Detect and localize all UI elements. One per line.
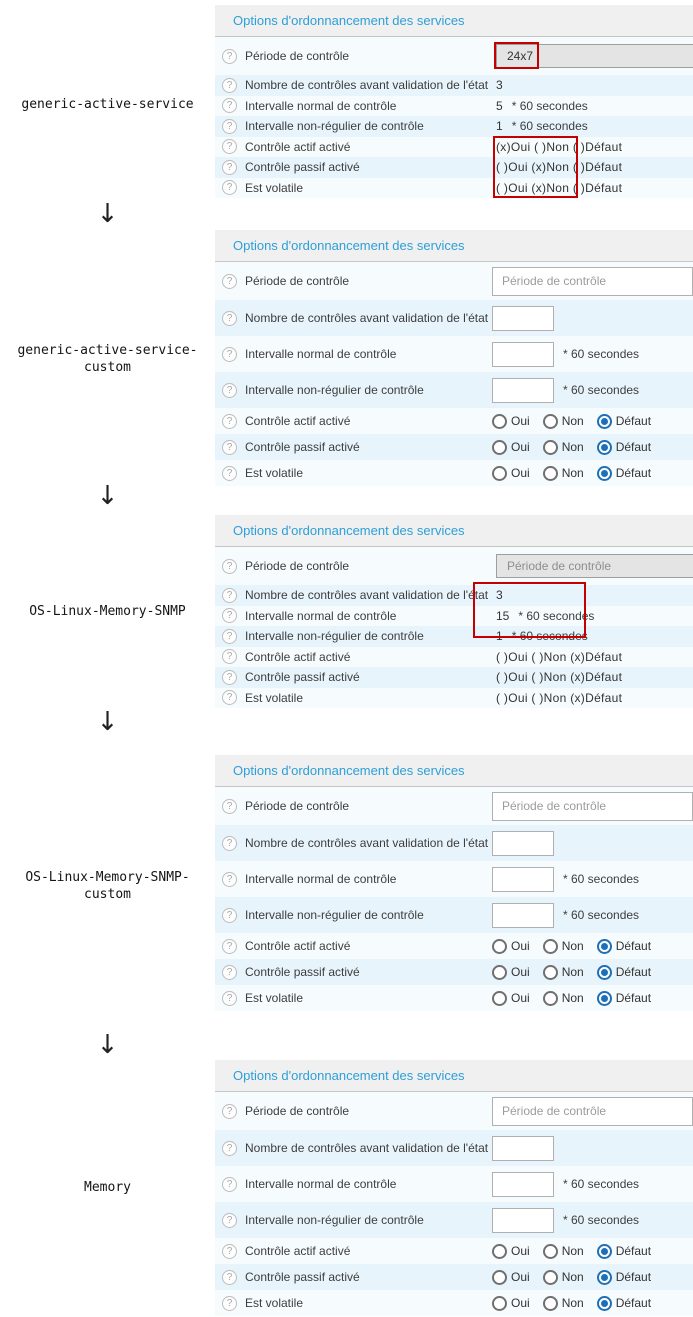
down-arrow-icon: ↓ [96,1030,119,1060]
passive-checks-enabled-radio-text: ( )Oui ( )Non (x)Défaut [496,670,623,685]
template-name-line: OS-Linux-Memory-SNMP- [25,870,190,885]
max-check-attempts-input[interactable] [492,1136,554,1161]
max-check-attempts-input[interactable] [492,306,554,331]
active-checks-enabled-label: Contrôle actif activé [245,1244,351,1258]
active-checks-enabled-value-area [492,1244,693,1259]
row-max-check-attempts [215,300,693,336]
help-icon[interactable]: ? [222,440,237,455]
active-checks-enabled-label: Contrôle actif activé [245,139,351,154]
normal-check-interval-unit-label: * 60 secondes [563,1177,640,1191]
is-volatile-option-non[interactable] [543,991,584,1006]
retry-check-interval-value-area [492,378,693,403]
active-checks-enabled-radio-label: Oui [511,414,530,428]
is-volatile-label: Est volatile [245,690,304,705]
active-checks-enabled-radio-défaut[interactable] [597,939,612,954]
normal-check-interval-input[interactable] [492,1172,554,1197]
template-name-label [0,96,215,113]
active-checks-enabled-radio-text: ( )Oui ( )Non (x)Défaut [496,649,623,664]
active-checks-enabled-option-défaut[interactable] [597,1244,651,1259]
row-retry-check-interval [215,116,693,137]
panel-title: Options d'ordonnancement des services [215,230,693,262]
passive-checks-enabled-value-area [492,670,693,684]
is-volatile-radio-défaut[interactable] [597,1296,612,1311]
check-period-field-text: 24x7 [507,49,534,63]
active-checks-enabled-option-oui[interactable] [492,939,530,954]
is-volatile-value-area [492,181,693,195]
is-volatile-radio-oui[interactable] [492,466,507,481]
row-active-checks-enabled [215,137,693,158]
active-checks-enabled-radio-label: Oui [511,1244,530,1258]
help-icon[interactable]: ? [222,98,237,113]
help-icon[interactable]: ? [222,139,237,154]
max-check-attempts-value-area [492,588,693,602]
scheduling-panel-OS-Linux-Memory-SNMP [215,515,693,708]
help-icon[interactable]: ? [222,49,237,64]
normal-check-interval-label: Intervalle normal de contrôle [245,608,397,623]
row-normal-check-interval [215,96,693,117]
is-volatile-radio-label: Non [561,991,584,1005]
is-volatile-label: Est volatile [245,1296,304,1310]
passive-checks-enabled-radio-oui[interactable] [492,1270,507,1285]
passive-checks-enabled-radio-défaut[interactable] [597,440,612,455]
active-checks-enabled-option-non[interactable] [543,414,584,429]
is-volatile-radio-défaut[interactable] [597,466,612,481]
is-volatile-radio-label: Oui [511,991,530,1005]
panel-title: Options d'ordonnancement des services [215,755,693,787]
is-volatile-radio-label: Non [561,466,584,480]
is-volatile-radio-non[interactable] [543,991,558,1006]
retry-check-interval-value: 1 [496,119,503,134]
retry-check-interval-unit-label: * 60 secondes [563,908,640,922]
row-max-check-attempts [215,825,693,861]
normal-check-interval-value-area [492,99,693,113]
template-name-line: generic-active-service- [17,343,198,358]
is-volatile-radio-oui[interactable] [492,1296,507,1311]
row-is-volatile [215,460,693,486]
passive-checks-enabled-radio-label: Défaut [615,440,652,454]
retry-check-interval-unit-label: * 60 secondes [563,383,640,397]
is-volatile-option-oui[interactable] [492,1296,530,1311]
is-volatile-value-area [492,991,693,1006]
check-period-field-disabled [496,44,693,68]
passive-checks-enabled-radio-label: Oui [511,1270,530,1284]
help-icon[interactable]: ? [222,311,237,326]
normal-check-interval-unit-label: * 60 secondes [518,608,595,623]
check-period-value-area [492,267,693,296]
active-checks-enabled-radio-label: Non [561,1244,584,1258]
check-period-value-area [492,44,693,68]
normal-check-interval-value-area [492,867,693,892]
active-checks-enabled-radio-non[interactable] [543,1244,558,1259]
help-icon[interactable]: ? [222,649,237,664]
passive-checks-enabled-option-oui[interactable] [492,1270,530,1285]
active-checks-enabled-label: Contrôle actif activé [245,414,351,428]
check-period-input[interactable] [492,1097,693,1126]
retry-check-interval-label: Intervalle non-régulier de contrôle [245,629,424,644]
passive-checks-enabled-value-area [492,440,693,455]
active-checks-enabled-label: Contrôle actif activé [245,649,351,664]
row-check-period [215,787,693,825]
is-volatile-option-défaut[interactable] [597,1296,651,1311]
is-volatile-radio-label: Oui [511,466,530,480]
active-checks-enabled-label: Contrôle actif activé [245,939,351,953]
retry-check-interval-label: Intervalle non-régulier de contrôle [245,908,424,922]
help-icon[interactable]: ? [222,799,237,814]
max-check-attempts-value: 3 [496,78,503,93]
help-icon[interactable]: ? [222,939,237,954]
panel-title: Options d'ordonnancement des services [215,1060,693,1092]
retry-check-interval-unit-label: * 60 secondes [511,629,588,644]
row-normal-check-interval [215,1166,693,1202]
max-check-attempts-label: Nombre de contrôles avant validation de l'état [245,1141,489,1155]
check-period-input[interactable] [492,267,693,296]
active-checks-enabled-radio-oui[interactable] [492,414,507,429]
is-volatile-radio-label: Non [561,1296,584,1310]
retry-check-interval-value: 1 [496,629,503,644]
row-is-volatile [215,688,693,709]
help-icon[interactable]: ? [222,670,237,685]
retry-check-interval-value-area [492,119,693,133]
is-volatile-radio-label: Défaut [615,1296,652,1310]
retry-check-interval-input[interactable] [492,903,554,928]
down-arrow-icon: ↓ [96,707,119,737]
check-period-label: Période de contrôle [245,1104,350,1118]
check-period-value-area [492,1097,693,1126]
help-icon[interactable]: ? [222,836,237,851]
row-retry-check-interval [215,626,693,647]
help-icon[interactable]: ? [222,414,237,429]
row-is-volatile [215,178,693,199]
is-volatile-radio-label: Défaut [615,991,652,1005]
is-volatile-value-area [492,1296,693,1311]
help-icon[interactable]: ? [222,991,237,1006]
active-checks-enabled-radio-label: Non [561,414,584,428]
max-check-attempts-value-area [492,1136,693,1161]
passive-checks-enabled-option-défaut[interactable] [597,1270,651,1285]
help-icon[interactable]: ? [222,1244,237,1259]
is-volatile-radio-label: Oui [511,1296,530,1310]
retry-check-interval-label: Intervalle non-régulier de contrôle [245,119,424,134]
row-active-checks-enabled [215,408,693,434]
active-checks-enabled-value-area [492,414,693,429]
normal-check-interval-label: Intervalle normal de contrôle [245,1177,397,1191]
template-name-line: custom [84,887,131,902]
help-icon[interactable]: ? [222,180,237,195]
active-checks-enabled-radio-label: Défaut [615,414,652,428]
check-period-input[interactable] [492,792,693,821]
template-name-label [0,869,215,903]
passive-checks-enabled-radio-non[interactable] [543,440,558,455]
normal-check-interval-value: 15 [496,608,510,623]
max-check-attempts-label: Nombre de contrôles avant validation de l'état [245,311,489,325]
max-check-attempts-value-area [492,831,693,856]
active-checks-enabled-option-défaut[interactable] [597,939,651,954]
active-checks-enabled-radio-label: Défaut [615,1244,652,1258]
is-volatile-radio-text: ( )Oui (x)Non ( )Défaut [496,180,623,195]
help-icon[interactable]: ? [222,872,237,887]
active-checks-enabled-radio-non[interactable] [543,414,558,429]
help-icon[interactable]: ? [222,347,237,362]
row-active-checks-enabled [215,1238,693,1264]
retry-check-interval-label: Intervalle non-régulier de contrôle [245,1213,424,1227]
passive-checks-enabled-radio-label: Oui [511,440,530,454]
help-icon[interactable]: ? [222,1270,237,1285]
template-name-line: Memory [84,1180,131,1195]
normal-check-interval-label: Intervalle normal de contrôle [245,347,397,361]
row-normal-check-interval [215,861,693,897]
help-icon[interactable]: ? [222,383,237,398]
is-volatile-label: Est volatile [245,466,304,480]
help-icon[interactable]: ? [222,119,237,134]
normal-check-interval-unit-label: * 60 secondes [563,872,640,886]
down-arrow-icon: ↓ [96,199,119,229]
active-checks-enabled-radio-label: Oui [511,939,530,953]
normal-check-interval-label: Intervalle normal de contrôle [245,98,397,113]
is-volatile-value-area [492,466,693,481]
active-checks-enabled-radio-oui[interactable] [492,1244,507,1259]
help-icon[interactable]: ? [222,1296,237,1311]
row-check-period [215,547,693,585]
scheduling-panel-generic-active-service [215,5,693,198]
active-checks-enabled-value-area [492,650,693,664]
check-period-label: Période de contrôle [245,49,350,63]
passive-checks-enabled-radio-label: Défaut [615,965,652,979]
max-check-attempts-input[interactable] [492,831,554,856]
passive-checks-enabled-label: Contrôle passif activé [245,965,360,979]
active-checks-enabled-radio-text: (x)Oui ( )Non ( )Défaut [496,139,623,154]
normal-check-interval-value-area [492,609,693,623]
help-icon[interactable]: ? [222,965,237,980]
passive-checks-enabled-label: Contrôle passif activé [245,1270,360,1284]
row-retry-check-interval [215,897,693,933]
row-check-period [215,37,693,75]
passive-checks-enabled-option-défaut[interactable] [597,440,651,455]
help-icon[interactable]: ? [222,160,237,175]
row-max-check-attempts [215,585,693,606]
active-checks-enabled-radio-défaut[interactable] [597,1244,612,1259]
check-period-label: Période de contrôle [245,799,350,813]
active-checks-enabled-option-non[interactable] [543,939,584,954]
passive-checks-enabled-value-area [492,965,693,980]
passive-checks-enabled-radio-text: ( )Oui (x)Non ( )Défaut [496,160,623,175]
row-passive-checks-enabled [215,434,693,460]
template-name-line: generic-active-service [21,97,194,112]
is-volatile-radio-non[interactable] [543,1296,558,1311]
max-check-attempts-value-area [492,78,693,92]
active-checks-enabled-radio-label: Non [561,939,584,953]
normal-check-interval-value: 5 [496,98,503,113]
active-checks-enabled-radio-défaut[interactable] [597,414,612,429]
row-passive-checks-enabled [215,157,693,178]
normal-check-interval-value-area [492,342,693,367]
active-checks-enabled-value-area [492,140,693,154]
check-period-value-area [492,792,693,821]
passive-checks-enabled-radio-non[interactable] [543,965,558,980]
retry-check-interval-input[interactable] [492,1208,554,1233]
panel-title: Options d'ordonnancement des services [215,5,693,37]
help-icon[interactable]: ? [222,1177,237,1192]
retry-check-interval-input[interactable] [492,378,554,403]
row-normal-check-interval [215,606,693,627]
retry-check-interval-value-area [492,903,693,928]
retry-check-interval-value-area [492,629,693,643]
is-volatile-option-oui[interactable] [492,466,530,481]
help-icon[interactable]: ? [222,690,237,705]
help-icon[interactable]: ? [222,1141,237,1156]
passive-checks-enabled-option-oui[interactable] [492,440,530,455]
normal-check-interval-input[interactable] [492,342,554,367]
template-name-line: OS-Linux-Memory-SNMP [29,604,186,619]
passive-checks-enabled-radio-label: Défaut [615,1270,652,1284]
is-volatile-label: Est volatile [245,180,304,195]
scheduling-panel-OS-Linux-Memory-SNMP-custom [215,755,693,1011]
row-check-period [215,1092,693,1130]
help-icon[interactable]: ? [222,78,237,93]
active-checks-enabled-radio-oui[interactable] [492,939,507,954]
active-checks-enabled-value-area [492,939,693,954]
max-check-attempts-value: 3 [496,588,503,603]
passive-checks-enabled-option-oui[interactable] [492,965,530,980]
passive-checks-enabled-radio-oui[interactable] [492,965,507,980]
passive-checks-enabled-radio-label: Non [561,440,584,454]
help-icon[interactable]: ? [222,588,237,603]
help-icon[interactable]: ? [222,1104,237,1119]
row-normal-check-interval [215,336,693,372]
normal-check-interval-input[interactable] [492,867,554,892]
check-period-label: Période de contrôle [245,559,350,573]
passive-checks-enabled-option-non[interactable] [543,1270,584,1285]
active-checks-enabled-option-oui[interactable] [492,1244,530,1259]
max-check-attempts-label: Nombre de contrôles avant validation de l'état [245,836,489,850]
is-volatile-label: Est volatile [245,991,304,1005]
normal-check-interval-unit-label: * 60 secondes [511,98,588,113]
retry-check-interval-value-area [492,1208,693,1233]
row-max-check-attempts [215,1130,693,1166]
passive-checks-enabled-option-défaut[interactable] [597,965,651,980]
passive-checks-enabled-radio-label: Non [561,1270,584,1284]
passive-checks-enabled-radio-défaut[interactable] [597,1270,612,1285]
passive-checks-enabled-option-non[interactable] [543,965,584,980]
template-name-label [0,342,215,376]
retry-check-interval-label: Intervalle non-régulier de contrôle [245,383,424,397]
template-name-line: custom [84,360,131,375]
row-active-checks-enabled [215,933,693,959]
is-volatile-option-oui[interactable] [492,991,530,1006]
is-volatile-radio-text: ( )Oui ( )Non (x)Défaut [496,690,623,705]
passive-checks-enabled-value-area [492,160,693,174]
passive-checks-enabled-radio-label: Non [561,965,584,979]
is-volatile-option-défaut[interactable] [597,991,651,1006]
row-passive-checks-enabled [215,1264,693,1290]
row-retry-check-interval [215,372,693,408]
normal-check-interval-label: Intervalle normal de contrôle [245,872,397,886]
passive-checks-enabled-radio-oui[interactable] [492,440,507,455]
scheduling-panel-Memory [215,1060,693,1316]
active-checks-enabled-option-oui[interactable] [492,414,530,429]
help-icon[interactable]: ? [222,274,237,289]
max-check-attempts-value-area [492,306,693,331]
row-passive-checks-enabled [215,667,693,688]
row-is-volatile [215,1290,693,1316]
check-period-field-text: Période de contrôle [507,559,612,573]
panel-title: Options d'ordonnancement des services [215,515,693,547]
help-icon[interactable]: ? [222,608,237,623]
is-volatile-option-défaut[interactable] [597,466,651,481]
normal-check-interval-unit-label: * 60 secondes [563,347,640,361]
active-checks-enabled-radio-label: Défaut [615,939,652,953]
normal-check-interval-value-area [492,1172,693,1197]
scheduling-panel-generic-active-service-custom [215,230,693,486]
is-volatile-option-non[interactable] [543,466,584,481]
help-icon[interactable]: ? [222,559,237,574]
retry-check-interval-unit-label: * 60 secondes [563,1213,640,1227]
is-volatile-radio-non[interactable] [543,466,558,481]
max-check-attempts-label: Nombre de contrôles avant validation de l'état [245,588,489,603]
help-icon[interactable]: ? [222,466,237,481]
template-name-label [0,603,215,620]
active-checks-enabled-radio-non[interactable] [543,939,558,954]
row-check-period [215,262,693,300]
passive-checks-enabled-label: Contrôle passif activé [245,670,360,685]
down-arrow-icon: ↓ [96,481,119,511]
row-passive-checks-enabled [215,959,693,985]
is-volatile-option-non[interactable] [543,1296,584,1311]
passive-checks-enabled-label: Contrôle passif activé [245,440,360,454]
retry-check-interval-unit-label: * 60 secondes [511,119,588,134]
is-volatile-radio-oui[interactable] [492,991,507,1006]
active-checks-enabled-option-défaut[interactable] [597,414,651,429]
template-name-label [0,1179,215,1196]
help-icon[interactable]: ? [222,1213,237,1228]
passive-checks-enabled-radio-défaut[interactable] [597,965,612,980]
row-is-volatile [215,985,693,1011]
row-max-check-attempts [215,75,693,96]
check-period-value-area [492,554,693,578]
check-period-label: Période de contrôle [245,274,350,288]
active-checks-enabled-option-non[interactable] [543,1244,584,1259]
passive-checks-enabled-option-non[interactable] [543,440,584,455]
help-icon[interactable]: ? [222,908,237,923]
max-check-attempts-label: Nombre de contrôles avant validation de l'état [245,78,489,93]
passive-checks-enabled-radio-label: Oui [511,965,530,979]
is-volatile-radio-label: Défaut [615,466,652,480]
passive-checks-enabled-radio-non[interactable] [543,1270,558,1285]
check-period-field-disabled [496,554,693,578]
is-volatile-radio-défaut[interactable] [597,991,612,1006]
is-volatile-value-area [492,691,693,705]
row-active-checks-enabled [215,647,693,668]
row-retry-check-interval [215,1202,693,1238]
passive-checks-enabled-value-area [492,1270,693,1285]
help-icon[interactable]: ? [222,629,237,644]
passive-checks-enabled-label: Contrôle passif activé [245,160,360,175]
